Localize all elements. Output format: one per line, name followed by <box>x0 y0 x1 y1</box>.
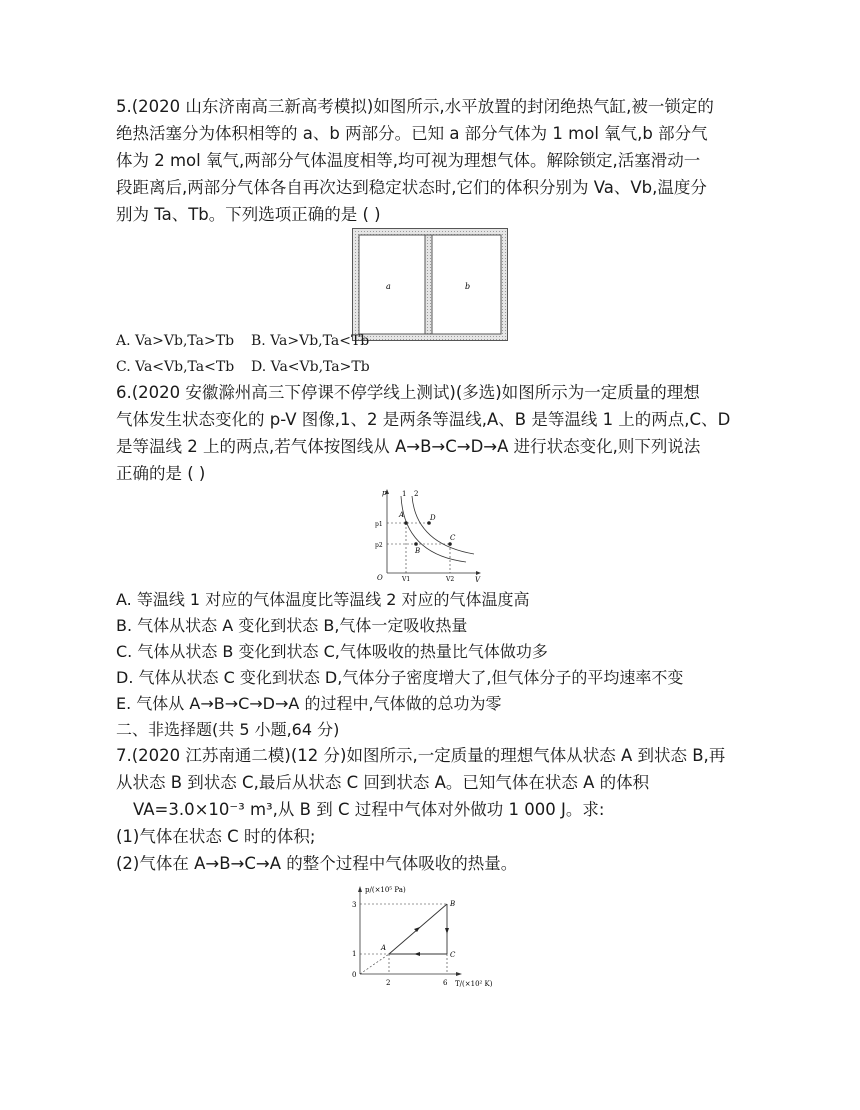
q6-option-e: E. 气体从 A→B→C→D→A 的过程中,气体做的总功为零 <box>116 694 502 713</box>
p-axis-arrow <box>358 886 362 892</box>
x-tick-2: 2 <box>386 979 391 987</box>
q6-option-d: D. 气体从状态 C 变化到状态 D,气体分子密度增大了,但气体分子的平均速率不变 <box>116 668 684 687</box>
q5-line-1: 5.(2020 山东济南高三新高考模拟)如图所示,水平放置的封闭绝热气缸,被一锁定的 <box>116 97 714 116</box>
curve-1-label: 1 <box>402 490 407 498</box>
cylinder-figure <box>352 228 508 341</box>
q5-line-4: 段距离后,两部分气体各自再次达到稳定状态时,它们的体积分别为 Va、Vb,温度分 <box>116 178 707 197</box>
q5-option-a: A. Va>Vb,Ta>Tb <box>116 333 235 349</box>
label-b: B <box>415 547 421 555</box>
q6-option-c: C. 气体从状态 B 变化到状态 C,气体吸收的热量比气体做功多 <box>116 642 548 661</box>
q7-line-3: VA=3.0×10⁻³ m³,从 B 到 C 过程中气体对外做功 1 000 J。求: <box>133 800 605 819</box>
section-heading: 二、非选择题(共 5 小题,64 分) <box>116 720 340 739</box>
part-a-label: a <box>386 282 391 291</box>
q6-line-2: 气体发生状态变化的 p-V 图像,1、2 是两条等温线,A、B 是等温线 1 上的两点,C、D <box>116 410 731 429</box>
q5-line-5: 别为 Ta、Tb。下列选项正确的是 ( ) <box>116 205 381 224</box>
pt-diagram <box>340 882 520 992</box>
q5-option-d: D. Va<Vb,Ta>Tb <box>251 359 370 375</box>
pv-diagram <box>374 486 484 582</box>
part-b-label: b <box>465 282 471 291</box>
origin-label: O <box>377 574 383 582</box>
q7-line-2: 从状态 B 到状态 C,最后从状态 C 回到状态 A。已知气体在状态 A 的体积 <box>116 773 650 792</box>
v-axis-label: V <box>475 576 481 582</box>
label-c: C <box>450 951 456 959</box>
point-a <box>404 521 408 525</box>
q6-line-1: 6.(2020 安徽滁州高三下停课不停学线上测试)(多选)如图所示为一定质量的理想 <box>116 383 700 402</box>
point-c <box>448 542 452 546</box>
y-tick-1: 1 <box>352 950 357 958</box>
q6-line-3: 是等温线 2 上的两点,若气体按图线从 A→B→C→D→A 进行状态变化,则下列说法 <box>116 437 701 456</box>
piston <box>425 235 432 334</box>
y-tick-3: 3 <box>352 901 357 909</box>
q5-line-2: 绝热活塞分为体积相等的 a、b 两部分。已知 a 部分气体为 1 mol 氧气,b 部分气 <box>116 124 708 143</box>
point-b <box>414 542 418 546</box>
label-c: C <box>450 534 456 542</box>
q5-option-b: B. Va>Vb,Ta<Tb <box>251 333 370 349</box>
arrow-c-a <box>414 952 420 956</box>
y-axis-label: p/(×10⁵ Pa) <box>365 886 406 894</box>
v2-label: V2 <box>446 576 455 582</box>
curve-2-label: 2 <box>414 490 419 498</box>
v-axis-arrow <box>476 571 481 575</box>
q7-line-5: (2)气体在 A→B→C→A 的整个过程中气体吸收的热量。 <box>116 854 518 873</box>
p-axis-label: p <box>382 489 387 497</box>
v1-label: V1 <box>402 576 411 582</box>
isotherm-2 <box>412 496 474 554</box>
label-a: A <box>399 511 405 519</box>
p1-label: p1 <box>375 521 383 528</box>
t-axis-arrow <box>456 972 462 976</box>
q7-line-1: 7.(2020 江苏南通二模)(12 分)如图所示,一定质量的理想气体从状态 A 到状态 B,再 <box>116 746 726 765</box>
q7-line-4: (1)气体在状态 C 时的体积; <box>116 827 316 846</box>
q6-option-a: A. 等温线 1 对应的气体温度比等温线 2 对应的气体温度高 <box>116 590 530 609</box>
origin-extension <box>360 954 389 974</box>
arrow-b-c <box>445 928 449 934</box>
q5-line-3: 体为 2 mol 氧气,两部分气体温度相等,均可视为理想气体。解除锁定,活塞滑动一 <box>116 151 701 170</box>
q6-line-4: 正确的是 ( ) <box>116 464 206 483</box>
label-a: A <box>381 944 387 952</box>
isotherm-1 <box>401 496 466 562</box>
x-axis-label: T/(×10² K) <box>455 980 493 988</box>
x-tick-6: 6 <box>443 979 448 987</box>
origin-label: 0 <box>352 971 357 979</box>
label-d: D <box>430 514 436 522</box>
label-b: B <box>450 900 456 908</box>
q6-option-b: B. 气体从状态 A 变化到状态 B,气体一定吸收热量 <box>116 616 468 635</box>
p2-label: p2 <box>375 542 383 549</box>
q5-option-c: C. Va<Vb,Ta<Tb <box>116 359 235 375</box>
